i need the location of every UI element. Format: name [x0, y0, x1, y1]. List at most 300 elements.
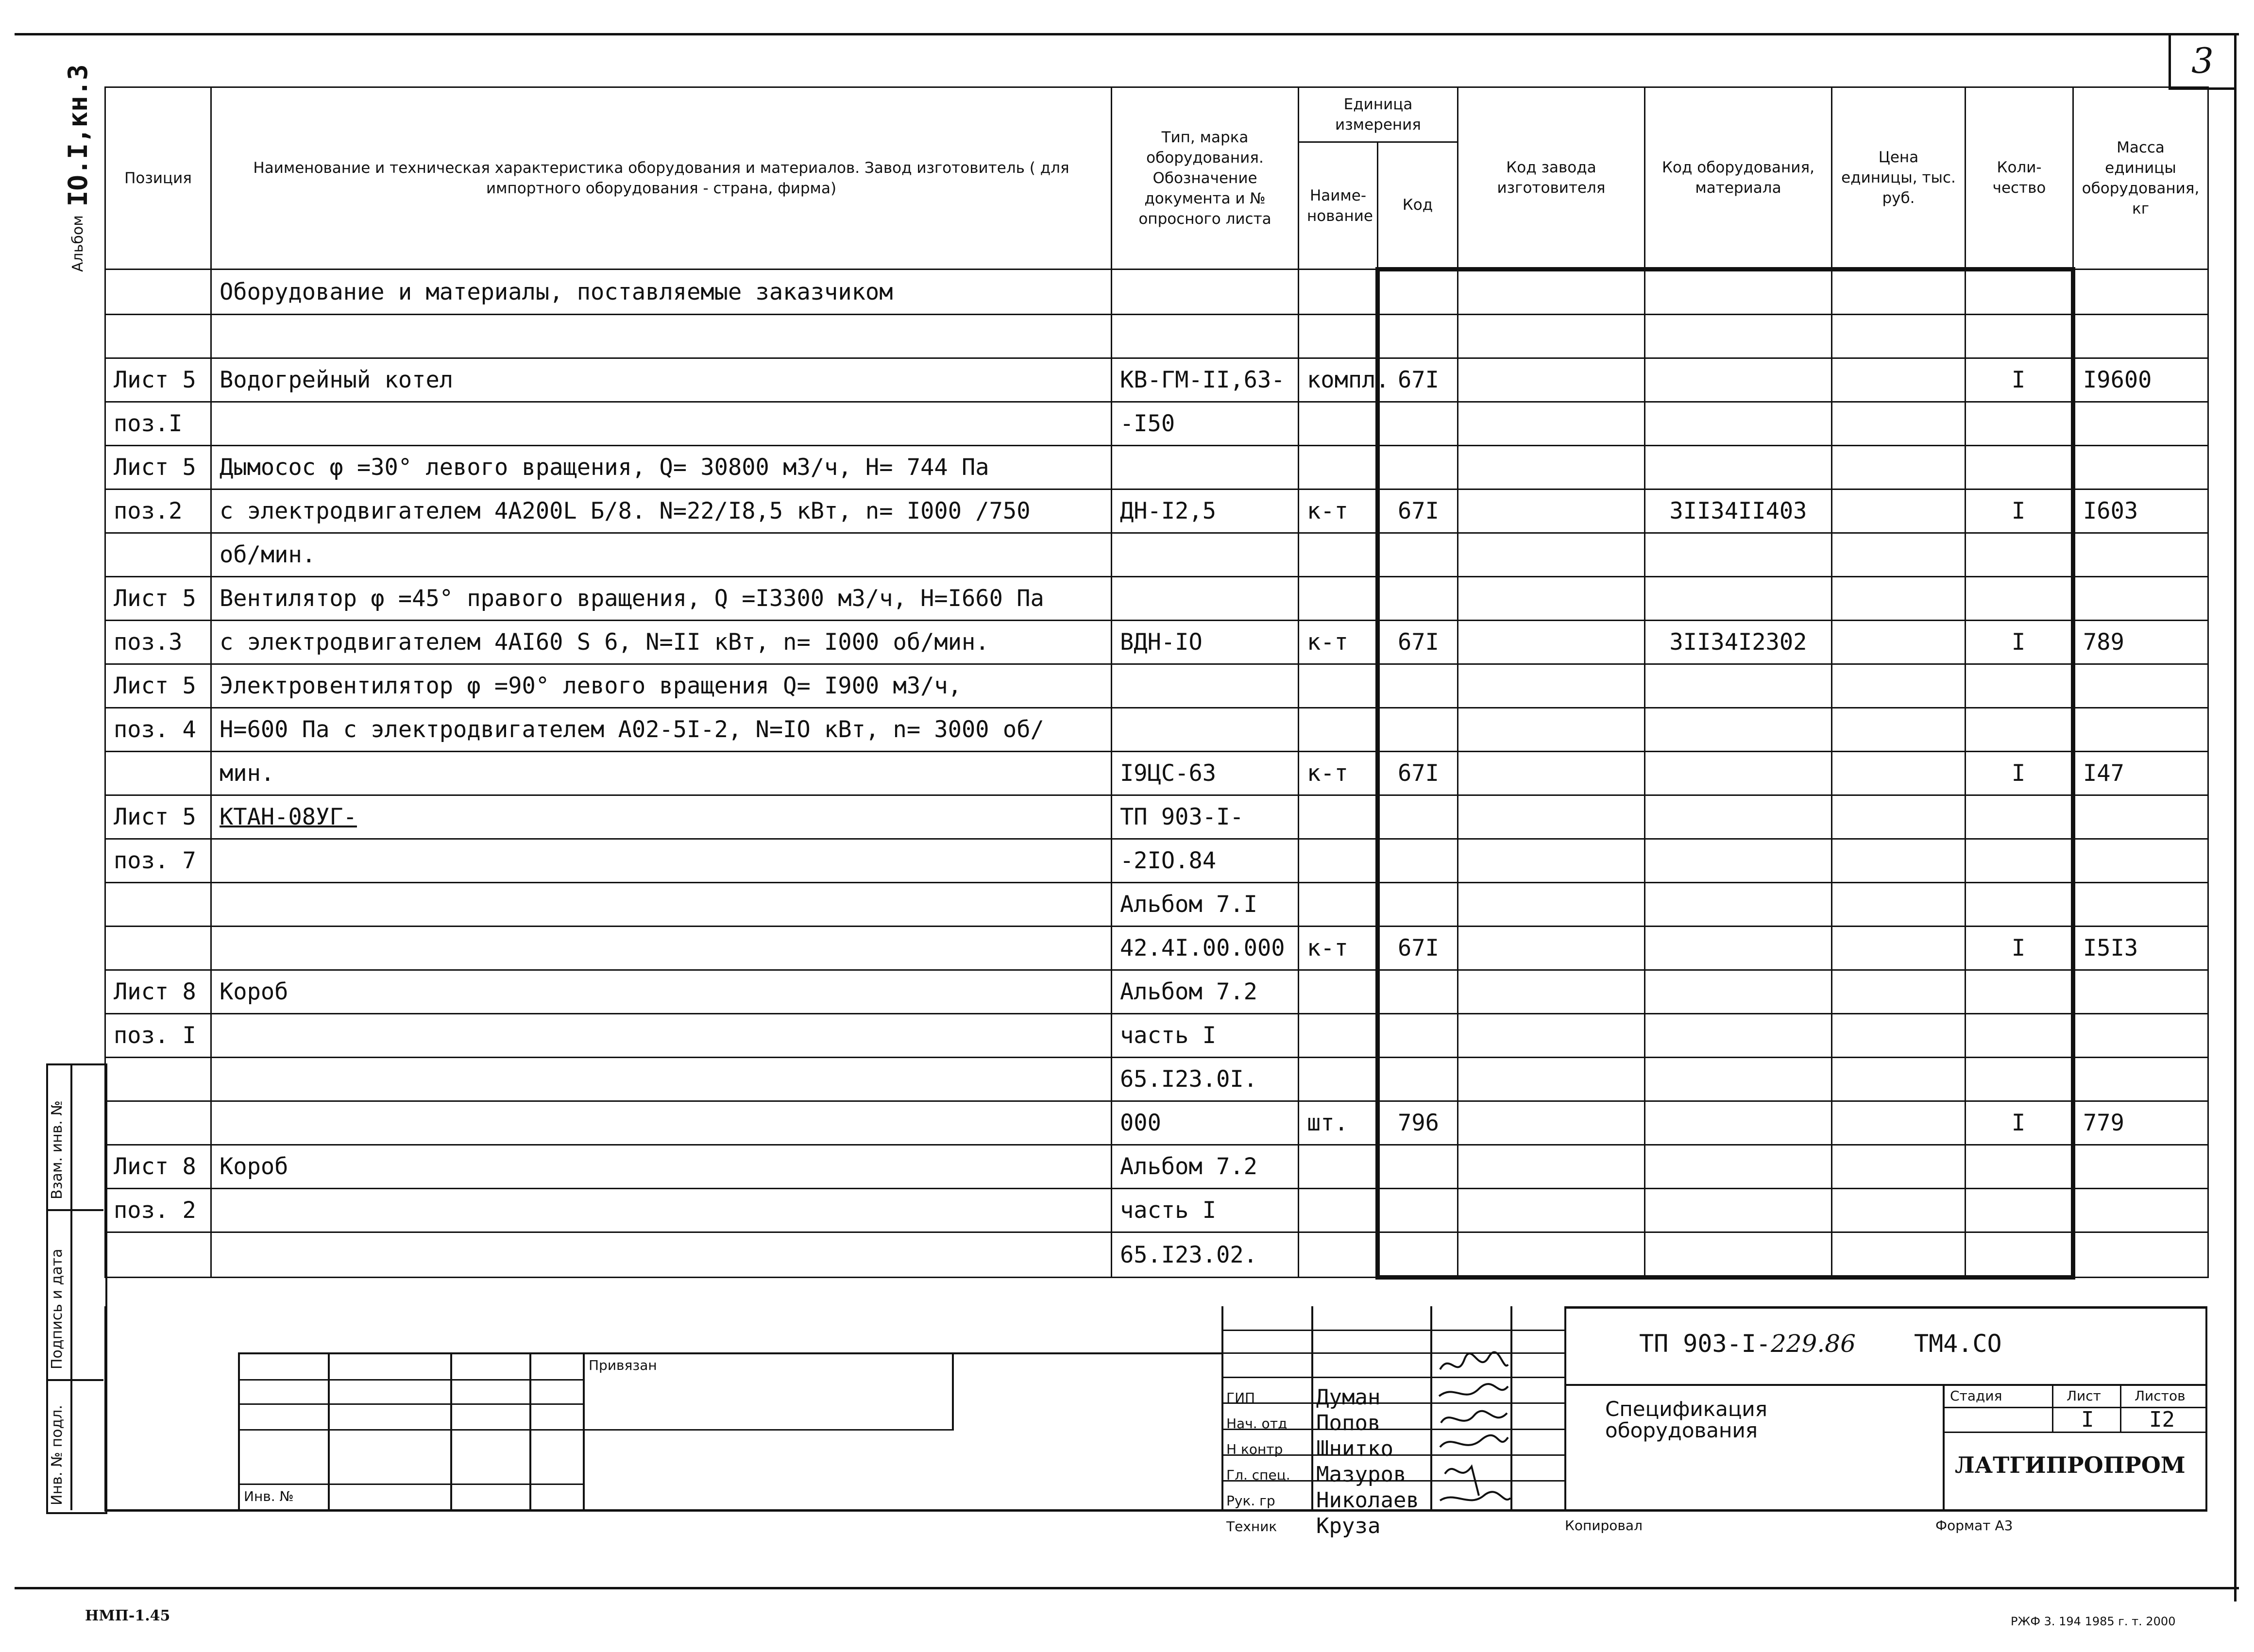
table-row [105, 1014, 2208, 1058]
factory-code-cell [1458, 970, 1645, 1014]
table-row [105, 1232, 2208, 1278]
type-cell [1112, 446, 1299, 489]
type-cell: 65.I23.0I. [1112, 1058, 1299, 1101]
code-cell [1378, 1232, 1458, 1278]
position-cell [105, 927, 211, 970]
ag-v4 [529, 1352, 531, 1510]
table-row [105, 270, 2208, 315]
position-cell [105, 1101, 211, 1145]
code-cell [1378, 883, 1458, 927]
price-cell [1832, 270, 1966, 315]
table-row [105, 795, 2208, 839]
price-cell [1832, 1189, 1966, 1232]
code-cell [1378, 1014, 1458, 1058]
code-cell [1378, 402, 1458, 446]
type-cell: ДН-I2,5 [1112, 489, 1299, 533]
type-cell: часть I [1112, 1189, 1299, 1232]
signer-role: ГИП [1226, 1390, 1255, 1406]
factory-code-cell [1458, 489, 1645, 533]
name-cell: Электровентилятор φ =90° левого вращения Q= I900 м3/ч, [211, 664, 1112, 708]
name-cell: Дымосос φ =30° левого вращения, Q= 30800 м3/ч, Н= 744 Па [211, 446, 1112, 489]
position-cell [105, 883, 211, 927]
position-cell: Лист 5 [105, 795, 211, 839]
equipment-code-cell [1645, 1145, 1832, 1189]
code-cell [1378, 533, 1458, 577]
mass-cell [2073, 664, 2208, 708]
quantity-cell [1966, 1058, 2073, 1101]
position-cell [105, 533, 211, 577]
position-cell: поз.3 [105, 621, 211, 664]
ag-v5 [583, 1352, 585, 1510]
format-label: Формат А3 [1935, 1517, 2013, 1534]
quantity-cell [1966, 577, 2073, 621]
code-cell: 67I [1378, 752, 1458, 795]
position-cell: поз. 2 [105, 1189, 211, 1232]
position-cell: Лист 8 [105, 970, 211, 1014]
table-row [105, 708, 2208, 752]
stage-label: Стадия [1950, 1388, 2002, 1404]
tb-v-org [1943, 1384, 1945, 1510]
unit-cell [1299, 402, 1378, 446]
quantity-cell [1966, 315, 2073, 358]
factory-code-cell [1458, 1232, 1645, 1278]
unit-cell [1299, 839, 1378, 883]
header-unit-code: Код [1378, 142, 1458, 270]
type-cell: 000 [1112, 1101, 1299, 1145]
code-cell [1378, 1189, 1458, 1232]
privyazan-label: Привязан [589, 1357, 657, 1373]
signature-scribbles [1435, 1350, 1513, 1510]
mass-cell: I603 [2073, 489, 2208, 533]
position-cell: Лист 5 [105, 446, 211, 489]
position-cell: Лист 8 [105, 1145, 211, 1189]
price-cell [1832, 883, 1966, 927]
code-cell [1378, 1145, 1458, 1189]
factory-code-cell [1458, 839, 1645, 883]
ag-h2 [238, 1403, 583, 1405]
price-cell [1832, 927, 1966, 970]
sb-h3 [1221, 1377, 1566, 1378]
equipment-code-cell [1645, 1232, 1832, 1278]
side-stamp-row-1 [46, 1209, 103, 1211]
code-cell [1378, 664, 1458, 708]
factory-code-cell [1458, 883, 1645, 927]
factory-code-cell [1458, 315, 1645, 358]
price-cell [1832, 752, 1966, 795]
equipment-code-cell [1645, 664, 1832, 708]
unit-cell: к-т [1299, 489, 1378, 533]
name-cell: Н=600 Па с электродвигателем А02-5I-2, N=IO кВт, n= 3000 об/ [211, 708, 1112, 752]
type-cell [1112, 664, 1299, 708]
unit-cell [1299, 270, 1378, 315]
ag-v2 [328, 1352, 330, 1510]
factory-code-cell [1458, 1189, 1645, 1232]
designation-suffix: ТМ4.СО [1914, 1330, 2002, 1358]
mass-cell [2073, 1232, 2208, 1278]
equipment-code-cell: 3II34II403 [1645, 489, 1832, 533]
quantity-cell [1966, 1189, 2073, 1232]
equipment-code-cell [1645, 446, 1832, 489]
quantity-cell [1966, 883, 2073, 927]
position-cell: Лист 5 [105, 577, 211, 621]
type-cell [1112, 577, 1299, 621]
factory-code-cell [1458, 795, 1645, 839]
price-cell [1832, 315, 1966, 358]
ag-v6 [952, 1352, 954, 1430]
sheet-value: I [2081, 1407, 2094, 1432]
sheets-label: Листов [2135, 1388, 2186, 1404]
unit-cell: компл. [1299, 358, 1378, 402]
sb-left [1221, 1306, 1223, 1510]
mass-cell [2073, 270, 2208, 315]
price-cell [1832, 533, 1966, 577]
equipment-code-cell [1645, 1189, 1832, 1232]
copied-label: Копировал [1565, 1517, 1643, 1534]
code-cell [1378, 270, 1458, 315]
factory-code-cell [1458, 708, 1645, 752]
mass-cell [2073, 795, 2208, 839]
code-cell: 67I [1378, 358, 1458, 402]
frame-right [2234, 33, 2237, 1601]
designation-hand: 229.86 [1770, 1330, 1856, 1358]
sb-h2 [1221, 1352, 1566, 1354]
position-cell [105, 1058, 211, 1101]
type-cell: I9ЦС-63 [1112, 752, 1299, 795]
table-row [105, 533, 2208, 577]
side-stamp-row-2 [46, 1379, 103, 1381]
type-cell [1112, 708, 1299, 752]
header-type: Тип, марка оборудования. Обозначение документа и № опросного листа [1112, 87, 1299, 270]
sb-v1 [1311, 1306, 1313, 1510]
equipment-code-cell [1645, 533, 1832, 577]
equipment-code-cell [1645, 708, 1832, 752]
price-cell [1832, 577, 1966, 621]
quantity-cell [1966, 1232, 2073, 1278]
unit-cell [1299, 1232, 1378, 1278]
header-price: Цена единицы, тыс. руб. [1832, 87, 1966, 270]
quantity-cell [1966, 1145, 2073, 1189]
quantity-cell [1966, 402, 2073, 446]
table-row [105, 1145, 2208, 1189]
tb-h1 [1566, 1384, 2207, 1386]
code-cell [1378, 577, 1458, 621]
code-cell: 67I [1378, 621, 1458, 664]
type-cell [1112, 533, 1299, 577]
equipment-code-cell [1645, 839, 1832, 883]
name-cell [211, 839, 1112, 883]
header-unit: Единица измерения [1299, 87, 1458, 142]
table-row [105, 577, 2208, 621]
code-cell [1378, 446, 1458, 489]
equipment-code-cell [1645, 315, 1832, 358]
signer-name: Мазуров [1316, 1462, 1407, 1487]
equipment-code-cell [1645, 1101, 1832, 1145]
mass-cell [2073, 839, 2208, 883]
approval-grid [238, 1352, 1221, 1510]
equipment-code-cell [1645, 795, 1832, 839]
unit-cell: к-т [1299, 621, 1378, 664]
quantity-cell [1966, 970, 2073, 1014]
unit-cell: к-т [1299, 752, 1378, 795]
mass-cell [2073, 446, 2208, 489]
mass-cell [2073, 1014, 2208, 1058]
title-block [1566, 1306, 2207, 1510]
table-row [105, 752, 2208, 795]
position-cell: поз.I [105, 402, 211, 446]
quantity-cell: I [1966, 621, 2073, 664]
equipment-code-cell [1645, 577, 1832, 621]
signer-name: Попов [1316, 1411, 1381, 1435]
sb-v2 [1430, 1306, 1432, 1510]
position-cell: поз. 4 [105, 708, 211, 752]
sb-h1 [1221, 1330, 1566, 1331]
name-cell: мин. [211, 752, 1112, 795]
name-cell [211, 1014, 1112, 1058]
type-cell: КВ-ГМ-II,63- [1112, 358, 1299, 402]
quantity-cell [1966, 270, 2073, 315]
type-cell: -I50 [1112, 402, 1299, 446]
header-row-1 [105, 87, 2208, 142]
mass-cell: 789 [2073, 621, 2208, 664]
price-cell [1832, 795, 1966, 839]
ag-top [238, 1352, 1221, 1354]
signer-name: Круза [1316, 1514, 1381, 1538]
side-inv-podl: Инв. № подл. [49, 1405, 66, 1505]
unit-cell: шт. [1299, 1101, 1378, 1145]
quantity-cell [1966, 446, 2073, 489]
header-name: Наименование и техническая характеристика оборудования и материалов. Завод изготовитель ( для импортного оборудования - страна, фирма) [211, 87, 1112, 270]
sb-h4 [1221, 1402, 1566, 1404]
table-row [105, 883, 2208, 927]
unit-cell [1299, 533, 1378, 577]
mass-cell [2073, 1058, 2208, 1101]
equipment-code-cell [1645, 752, 1832, 795]
name-cell [211, 1232, 1112, 1278]
price-cell [1832, 1101, 1966, 1145]
name-cell: Водогрейный котел [211, 358, 1112, 402]
quantity-cell [1966, 708, 2073, 752]
inv-no-label: Инв. № [244, 1488, 294, 1504]
table-row [105, 358, 2208, 402]
ag-h3 [238, 1429, 954, 1431]
equipment-code-cell [1645, 883, 1832, 927]
doc-title: Спецификация оборудования [1605, 1397, 1767, 1442]
unit-cell [1299, 1145, 1378, 1189]
sheets-value: I2 [2149, 1407, 2175, 1432]
mass-cell: 779 [2073, 1101, 2208, 1145]
type-cell: Альбом 7.2 [1112, 1145, 1299, 1189]
factory-code-cell [1458, 402, 1645, 446]
code-cell [1378, 1058, 1458, 1101]
album-word: Альбом [69, 215, 86, 272]
ag-v3 [450, 1352, 452, 1510]
table-row [105, 970, 2208, 1014]
position-cell: Лист 5 [105, 664, 211, 708]
quantity-cell: I [1966, 1101, 2073, 1145]
type-cell: часть I [1112, 1014, 1299, 1058]
code-cell [1378, 315, 1458, 358]
name-cell [211, 927, 1112, 970]
quantity-cell [1966, 1014, 2073, 1058]
factory-code-cell [1458, 270, 1645, 315]
price-cell [1832, 402, 1966, 446]
table-row [105, 1101, 2208, 1145]
price-cell [1832, 1014, 1966, 1058]
signer-role: Техник [1226, 1518, 1277, 1534]
type-cell: ТП 903-I- [1112, 795, 1299, 839]
table-row [105, 839, 2208, 883]
frame-bottom [15, 1587, 2239, 1589]
factory-code-cell [1458, 358, 1645, 402]
position-cell: поз. 7 [105, 839, 211, 883]
code-cell [1378, 708, 1458, 752]
unit-cell [1299, 708, 1378, 752]
equipment-code-cell [1645, 270, 1832, 315]
table-row [105, 489, 2208, 533]
side-vzam: Взам. инв. № [49, 1100, 66, 1199]
factory-code-cell [1458, 533, 1645, 577]
equipment-code-cell [1645, 970, 1832, 1014]
table-row [105, 621, 2208, 664]
bottom-block-left [104, 1306, 107, 1510]
price-cell [1832, 839, 1966, 883]
name-cell: КТАН-08УГ- [211, 795, 1112, 839]
header-equipment-code: Код оборудования, материала [1645, 87, 1832, 270]
signer-name: Шнитко [1316, 1436, 1393, 1461]
table-row [105, 1058, 2208, 1101]
code-cell [1378, 970, 1458, 1014]
mass-cell [2073, 577, 2208, 621]
type-cell: 42.4I.00.000 [1112, 927, 1299, 970]
name-cell [211, 1189, 1112, 1232]
name-cell: с электродвигателем 4А200L Б/8. N=22/I8,5 кВт, n= I000 /750 [211, 489, 1112, 533]
mass-cell: I47 [2073, 752, 2208, 795]
tb-v-stage [2052, 1384, 2053, 1433]
unit-cell [1299, 577, 1378, 621]
footer-right: РЖФ 3. 194 1985 г. т. 2000 [2011, 1615, 2176, 1628]
table-row [105, 1189, 2208, 1232]
unit-cell [1299, 315, 1378, 358]
price-cell [1832, 1058, 1966, 1101]
mass-cell [2073, 883, 2208, 927]
table-row [105, 664, 2208, 708]
price-cell [1832, 446, 1966, 489]
equipment-code-cell [1645, 402, 1832, 446]
album-label [58, 39, 97, 272]
code-cell [1378, 839, 1458, 883]
designation-prefix: ТП 903-I- [1639, 1330, 1771, 1358]
price-cell [1832, 1145, 1966, 1189]
code-cell: 67I [1378, 927, 1458, 970]
mass-cell [2073, 402, 2208, 446]
position-cell [105, 270, 211, 315]
type-cell: 65.I23.02. [1112, 1232, 1299, 1278]
unit-cell [1299, 664, 1378, 708]
quantity-cell: I [1966, 752, 2073, 795]
type-cell: -2IO.84 [1112, 839, 1299, 883]
quantity-cell [1966, 664, 2073, 708]
price-cell [1832, 1232, 1966, 1278]
mass-cell [2073, 1189, 2208, 1232]
table-row [105, 315, 2208, 358]
position-cell: поз. I [105, 1014, 211, 1058]
header-factory-code: Код завода изготовителя [1458, 87, 1645, 270]
factory-code-cell [1458, 1101, 1645, 1145]
price-cell [1832, 708, 1966, 752]
quantity-cell: I [1966, 927, 2073, 970]
name-cell [211, 883, 1112, 927]
equipment-code-cell [1645, 358, 1832, 402]
designation [1639, 1330, 2002, 1358]
table-row [105, 402, 2208, 446]
unit-cell [1299, 446, 1378, 489]
signer-role: Н контр [1226, 1441, 1283, 1457]
mass-cell: I9600 [2073, 358, 2208, 402]
name-cell: с электродвигателем 4АI60 S 6, N=II кВт, n= I000 об/мин. [211, 621, 1112, 664]
equipment-code-cell: 3II34I2302 [1645, 621, 1832, 664]
price-cell [1832, 664, 1966, 708]
equipment-code-cell [1645, 1058, 1832, 1101]
tb-top [1566, 1306, 2207, 1309]
equipment-code-cell [1645, 927, 1832, 970]
signer-role: Рук. гр [1226, 1493, 1275, 1509]
name-cell [211, 1101, 1112, 1145]
factory-code-cell [1458, 1014, 1645, 1058]
sheet-label: Лист [2067, 1388, 2101, 1404]
position-cell [105, 1232, 211, 1278]
table-row [105, 446, 2208, 489]
unit-cell [1299, 1014, 1378, 1058]
name-cell: Вентилятор φ =45° правого вращения, Q =I3300 м3/ч, Н=I660 Па [211, 577, 1112, 621]
header-unit-name: Наиме-нование [1299, 142, 1378, 270]
factory-code-cell [1458, 1145, 1645, 1189]
footer-left: НМП-1.45 [85, 1607, 170, 1624]
org-name: ЛАТГИПРОПРОМ [1955, 1452, 2186, 1478]
header-position: Позиция [105, 87, 211, 270]
signer-role: Нач. отд [1226, 1416, 1288, 1432]
quantity-cell: I [1966, 358, 2073, 402]
quantity-cell [1966, 533, 2073, 577]
type-cell: Альбом 7.I [1112, 883, 1299, 927]
tb-right [2205, 1306, 2207, 1510]
mass-cell [2073, 315, 2208, 358]
factory-code-cell [1458, 621, 1645, 664]
position-cell: поз.2 [105, 489, 211, 533]
unit-cell [1299, 1058, 1378, 1101]
signature-block [1221, 1306, 1566, 1538]
code-cell: 67I [1378, 489, 1458, 533]
type-cell: Альбом 7.2 [1112, 970, 1299, 1014]
tb-v-sheet [2120, 1384, 2121, 1433]
price-cell [1832, 489, 1966, 533]
header-mass: Масса единицы оборудования, кг [2073, 87, 2208, 270]
album-number: IO.I,кн.3 [62, 64, 93, 207]
side-podpis: Подпись и дата [49, 1248, 66, 1369]
position-cell: Лист 5 [105, 358, 211, 402]
name-cell: об/мин. [211, 533, 1112, 577]
factory-code-cell [1458, 927, 1645, 970]
unit-cell [1299, 883, 1378, 927]
mass-cell [2073, 970, 2208, 1014]
frame-top [15, 33, 2239, 35]
unit-cell: к-т [1299, 927, 1378, 970]
unit-cell [1299, 970, 1378, 1014]
signer-name: Думан [1316, 1385, 1381, 1410]
unit-cell [1299, 1189, 1378, 1232]
signer-role: Гл. спец. [1226, 1467, 1290, 1483]
quantity-cell [1966, 795, 2073, 839]
specification-table [104, 86, 2209, 1280]
